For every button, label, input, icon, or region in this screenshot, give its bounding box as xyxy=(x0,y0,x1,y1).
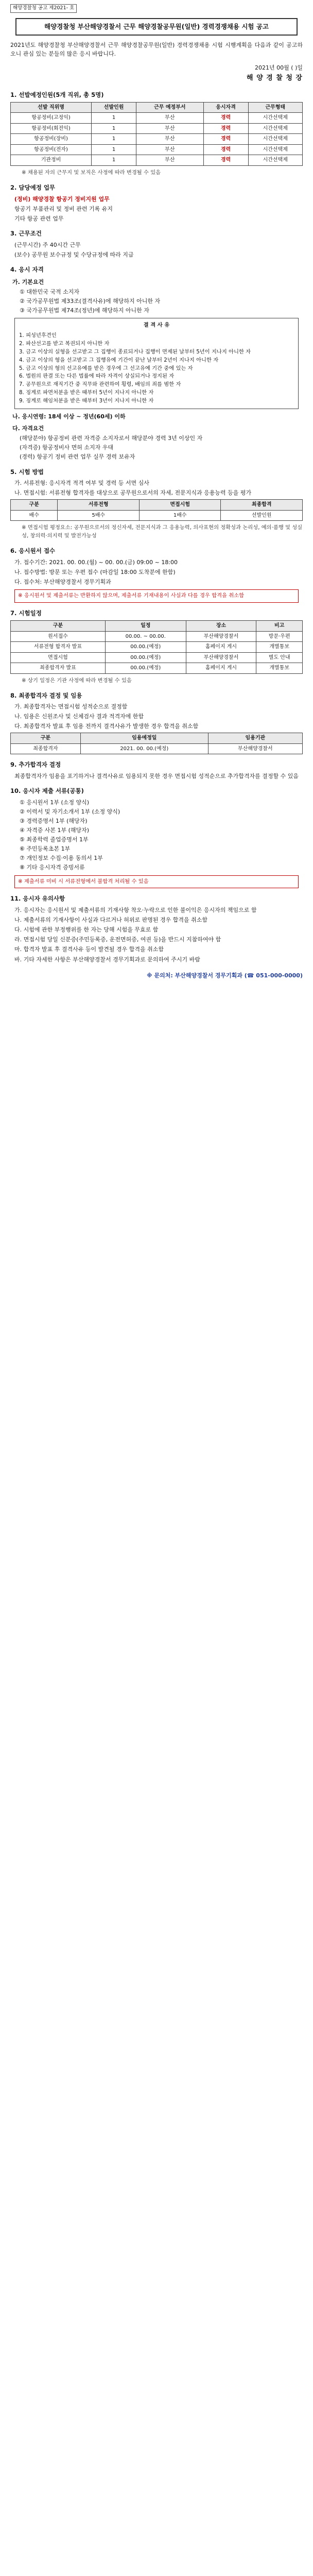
col-header: 비고 xyxy=(256,621,303,632)
table-cell: 시간선택제 xyxy=(248,113,302,124)
col-header: 구분 xyxy=(11,621,106,632)
table-cell: 1 xyxy=(92,144,136,155)
table-cell: 경력 xyxy=(203,155,248,166)
col-header: 최종합격 xyxy=(221,500,303,511)
table-cell: 5배수 xyxy=(58,510,140,521)
appointment-item: 가. 최종합격자는 면접시험 성적순으로 결정함 xyxy=(14,703,128,710)
table-cell: 배수 xyxy=(11,510,58,521)
document-item: ④ 자격증 사본 1부 (해당자) xyxy=(20,827,90,834)
document-item: ⑧ 기타 응시자격 증빙서류 xyxy=(20,864,85,871)
duty-item: 기타 항공 관련 업무 xyxy=(14,215,64,222)
application-warning: ※ 응시원서 및 제출서류는 반환하지 않으며, 제출서류 기재내용이 사실과 다를 경우 합격을 취소함 xyxy=(14,589,299,603)
table-cell: 별도 안내 xyxy=(256,652,303,663)
subsection-title: 나. 응시연령: 18세 이상 ~ 정년(60세) 이하 xyxy=(12,413,126,420)
section-2-title: 2. 담당예정 업무 xyxy=(10,183,56,191)
notice-tag: 해양경찰청 공고 제2021- 호 xyxy=(10,4,77,13)
caution-item: 가. 응시자는 응시원서 및 제출서류의 기재사항 착오·누락으로 인한 불이익은 응시자의 책임으로 함 xyxy=(14,907,257,914)
col-header: 근무형태 xyxy=(248,102,302,113)
table-cell: 최종합격자 발표 xyxy=(11,663,106,674)
subsection-title: 가. 기본요건 xyxy=(12,278,44,285)
table-cell: 최종합격자 xyxy=(11,743,81,754)
disqualification-item: 6. 법원의 판결 또는 다른 법률에 따라 자격이 상실되거나 정지된 자 xyxy=(19,373,175,380)
table-cell: 항공정비(고정익) xyxy=(11,113,92,124)
document-item: ⑦ 개인정보 수집·이용 동의서 1부 xyxy=(20,855,103,862)
document-item: ⑥ 주민등록초본 1부 xyxy=(20,845,71,853)
section-6-title: 6. 응시원서 접수 xyxy=(10,547,56,555)
col-header: 임용기관 xyxy=(208,733,302,744)
table-cell: 1 xyxy=(92,123,136,134)
disqualification-item: 7. 공무원으로 재직기간 중 직무와 관련하여 횡령, 배임의 죄를 범한 자 xyxy=(19,381,181,388)
requirement-item: (해당분야) 항공정비 관련 자격증 소지자로서 해당분야 경력 3년 이상인 자 xyxy=(20,435,203,442)
section-3-title: 3. 근무조건 xyxy=(10,229,42,237)
table-row xyxy=(11,652,303,663)
section-1-title: 1. 선발예정인원(5개 직위, 총 5명) xyxy=(10,91,104,99)
col-header: 구분 xyxy=(11,733,81,744)
col-header: 응시자격 xyxy=(203,102,248,113)
table-cell: 시간선택제 xyxy=(248,134,302,145)
requirement-item: ① 대한민국 국적 소지자 xyxy=(20,288,79,295)
duty-item: 항공기 부품관리 및 정비 관련 기록 유지 xyxy=(14,205,113,212)
table-row xyxy=(11,631,303,642)
exam-method-item: 나. 면접시험: 서류전형 합격자를 대상으로 공무원으로서의 자세, 전문지식과 응용능력 등을 평가 xyxy=(14,489,252,497)
appointment-table xyxy=(10,733,303,754)
announcement-date: 2021년 00월 ( )일 xyxy=(255,64,303,71)
col-header: 장소 xyxy=(186,621,256,632)
table-cell: 기관정비 xyxy=(11,155,92,166)
section-7-note: ※ 상기 일정은 기관 사정에 따라 변경될 수 있음 xyxy=(22,677,132,684)
disqualification-item: 3. 금고 이상의 실형을 선고받고 그 집행이 종료되거나 집행이 면제된 날부터 5년이 지나지 아니한 자 xyxy=(19,348,251,355)
table-cell: 부산 xyxy=(136,155,203,166)
section-5-title: 5. 시험 방법 xyxy=(10,468,44,476)
section-8-title: 8. 최종합격자 결정 및 임용 xyxy=(10,691,82,699)
disqualification-box xyxy=(14,318,299,410)
document-item: ① 응시원서 1부 (소정 양식) xyxy=(20,799,90,806)
appointment-item: 다. 최종합격자 발표 후 임용 전까지 결격사유가 발생한 경우 합격을 취소함 xyxy=(14,723,199,730)
table-cell: 1 xyxy=(92,113,136,124)
table-row xyxy=(11,134,303,145)
section-1-note: ※ 채용된 자의 근무지 및 보직은 사정에 따라 변경될 수 있음 xyxy=(22,169,161,176)
document-item: ② 이력서 및 자기소개서 1부 (소정 양식) xyxy=(20,808,120,816)
col-header: 근무 예정부서 xyxy=(136,102,203,113)
table-row xyxy=(11,155,303,166)
table-cell: 서류전형 합격자 발표 xyxy=(11,642,106,653)
table-cell: 선발인원 xyxy=(221,510,303,521)
disqualification-item: 9. 징계로 해임처분을 받은 때부터 3년이 지나지 아니한 자 xyxy=(19,398,154,404)
table-row xyxy=(11,144,303,155)
table-cell: 00.00.(예정) xyxy=(105,663,186,674)
condition-item: (보수) 공무원 보수규정 및 수당규정에 따라 지급 xyxy=(14,251,134,258)
col-header: 구분 xyxy=(11,500,58,511)
issuing-org: 해 양 경 찰 청 장 xyxy=(247,74,303,82)
announcement-title: 해양경찰청 부산해양경찰서 근무 해양경찰공무원(일반) 경력경쟁채용 시험 공고 xyxy=(15,18,298,36)
table-cell: 개별통보 xyxy=(256,642,303,653)
table-cell: 부산 xyxy=(136,123,203,134)
table-cell: 항공정비(전자) xyxy=(11,144,92,155)
table-cell: 1 xyxy=(92,134,136,145)
table-cell: 부산해양경찰서 xyxy=(186,652,256,663)
disqualification-item: 4. 금고 이상의 형을 선고받고 그 집행유예 기간이 끝난 날부터 2년이 지나지 아니한 자 xyxy=(19,357,219,363)
document-item: ③ 경력증명서 1부 (해당자) xyxy=(20,818,88,825)
table-cell: 개별통보 xyxy=(256,663,303,674)
table-row xyxy=(11,642,303,653)
duty-item: (정비) 해양경찰 항공기 정비지원 업무 xyxy=(14,195,110,202)
schedule-table xyxy=(10,620,303,674)
requirement-item: (자격증) 항공정비사 면허 소지자 우대 xyxy=(20,444,113,451)
table-cell: 00.00. ~ 00.00. xyxy=(105,631,186,642)
col-header: 선발 직위명 xyxy=(11,102,92,113)
lead-paragraph: 2021년도 해양경찰청 부산해양경찰서 근무 해양경찰공무원(일반) 경력경쟁채용 시험 시행계획을 다음과 같이 공고하오니 관심 있는 분들의 많은 응시 바랍니다. xyxy=(10,41,303,57)
exam-method-item: 가. 서류전형: 응시자격 적격 여부 및 경력 등 서면 심사 xyxy=(14,480,149,487)
table-cell: 시간선택제 xyxy=(248,155,302,166)
disqualification-item: 5. 금고 이상의 형의 선고유예를 받은 경우에 그 선고유예 기간 중에 있는 자 xyxy=(19,365,193,371)
table-row xyxy=(11,743,303,754)
subsection-title: 다. 자격요건 xyxy=(12,425,44,432)
table-row xyxy=(11,510,303,521)
disqualification-item: 2. 파산선고를 받고 복권되지 아니한 자 xyxy=(19,340,110,347)
caution-item: 다. 시험에 관한 부정행위를 한 자는 당해 시험을 무효로 함 xyxy=(14,926,159,934)
table-cell: 항공정비(장비) xyxy=(11,134,92,145)
caution-item: 마. 합격자 발표 후 결격사유 등이 발견될 경우 합격을 취소함 xyxy=(14,946,164,953)
table-cell: 00.00.(예정) xyxy=(105,642,186,653)
requirement-item: ③ 국가공무원법 제74조(정년)에 해당하지 아니한 자 xyxy=(20,307,149,314)
section-5-note: ※ 면접시험 평정요소: 공무원으로서의 정신자세, 전문지식과 그 응용능력, 의사표현의 정확성과 논리성, 예의·품행 및 성실성, 창의력·의지력 및 발전가능성 xyxy=(22,524,303,539)
contact-footer: ※ 문의처: 부산해양경찰서 경무기획과 (☎ 051-000-0000) xyxy=(146,972,303,979)
col-header: 임용예정일 xyxy=(80,733,208,744)
box-title: 결 격 사 유 xyxy=(143,321,170,328)
table-cell: 홈페이지 게시 xyxy=(186,642,256,653)
application-item: 나. 접수방법: 방문 또는 우편 접수 (마감일 18:00 도착분에 한함) xyxy=(14,569,176,576)
disqualification-item: 1. 피성년후견인 xyxy=(19,332,57,338)
section-9-title: 9. 추가합격자 결정 xyxy=(10,761,61,769)
section-10-title: 10. 응시자 제출 서류(공통) xyxy=(10,787,84,795)
table-cell: 면접시험 xyxy=(11,652,106,663)
appointment-item: 나. 임용은 신원조사 및 신체검사 결과 적격자에 한함 xyxy=(14,713,144,720)
table-cell: 2021. 00. 00.(예정) xyxy=(80,743,208,754)
table-cell: 경력 xyxy=(203,113,248,124)
table-row xyxy=(11,663,303,674)
table-cell: 방문·우편 xyxy=(256,631,303,642)
table-cell: 00.00.(예정) xyxy=(105,652,186,663)
table-cell: 항공정비(회전익) xyxy=(11,123,92,134)
table-cell: 홈페이지 게시 xyxy=(186,663,256,674)
section-7-title: 7. 시험일정 xyxy=(10,609,42,617)
table-cell: 경력 xyxy=(203,123,248,134)
application-item: 다. 접수처: 부산해양경찰서 경무기획과 xyxy=(14,579,111,586)
section-4-title: 4. 응시 자격 xyxy=(10,265,44,273)
section-9-text: 최종합격자가 임용을 포기하거나 결격사유로 임용되지 못한 경우 면접시험 성적순으로 추가합격자를 결정할 수 있음 xyxy=(14,773,299,780)
caution-item: 바. 기타 자세한 사항은 부산해양경찰서 경무기획과로 문의하여 주시기 바람 xyxy=(14,956,200,963)
table-cell: 경력 xyxy=(203,134,248,145)
disqualification-item: 8. 징계로 파면처분을 받은 때부터 5년이 지나지 아니한 자 xyxy=(19,389,154,396)
application-item: 가. 접수기간: 2021. 00. 00.(월) ~ 00. 00.(금) 09:00 ~ 18:00 xyxy=(14,559,178,566)
table-cell: 시간선택제 xyxy=(248,123,302,134)
table-cell: 시간선택제 xyxy=(248,144,302,155)
col-header: 서류전형 xyxy=(58,500,140,511)
table-cell: 부산 xyxy=(136,113,203,124)
table-cell: 원서접수 xyxy=(11,631,106,642)
requirement-item: ② 국가공무원법 제33조(결격사유)에 해당하지 아니한 자 xyxy=(20,297,161,304)
exam-ratio-table xyxy=(10,499,303,521)
table-row xyxy=(11,113,303,124)
col-header: 일정 xyxy=(105,621,186,632)
table-cell: 부산 xyxy=(136,134,203,145)
col-header: 선발인원 xyxy=(92,102,136,113)
col-header: 면접시험 xyxy=(139,500,221,511)
table-cell: 경력 xyxy=(203,144,248,155)
table-row xyxy=(11,123,303,134)
table-cell: 부산해양경찰서 xyxy=(208,743,302,754)
announcement-page xyxy=(0,0,313,995)
table-cell: 부산 xyxy=(136,144,203,155)
condition-item: (근무시간) 주 40시간 근무 xyxy=(14,241,81,248)
table-cell: 1배수 xyxy=(139,510,221,521)
requirement-item: (경력) 항공기 정비 관련 업무 실무 경력 보유자 xyxy=(20,453,135,461)
document-item: ⑤ 최종학력 졸업증명서 1부 xyxy=(20,836,89,843)
table-cell: 부산해양경찰서 xyxy=(186,631,256,642)
table-cell: 1 xyxy=(92,155,136,166)
caution-item: 나. 제출서류의 기재사항이 사실과 다르거나 허위로 판명된 경우 합격을 취소함 xyxy=(14,917,207,924)
positions-table xyxy=(10,102,303,166)
section-11-title: 11. 응시자 유의사항 xyxy=(10,895,65,903)
caution-item: 라. 면접시험 당일 신분증(주민등록증, 운전면허증, 여권 등)을 반드시 지참하여야 함 xyxy=(14,936,221,943)
documents-warning: ※ 제출서류 미비 시 서류전형에서 불합격 처리될 수 있음 xyxy=(14,875,299,889)
